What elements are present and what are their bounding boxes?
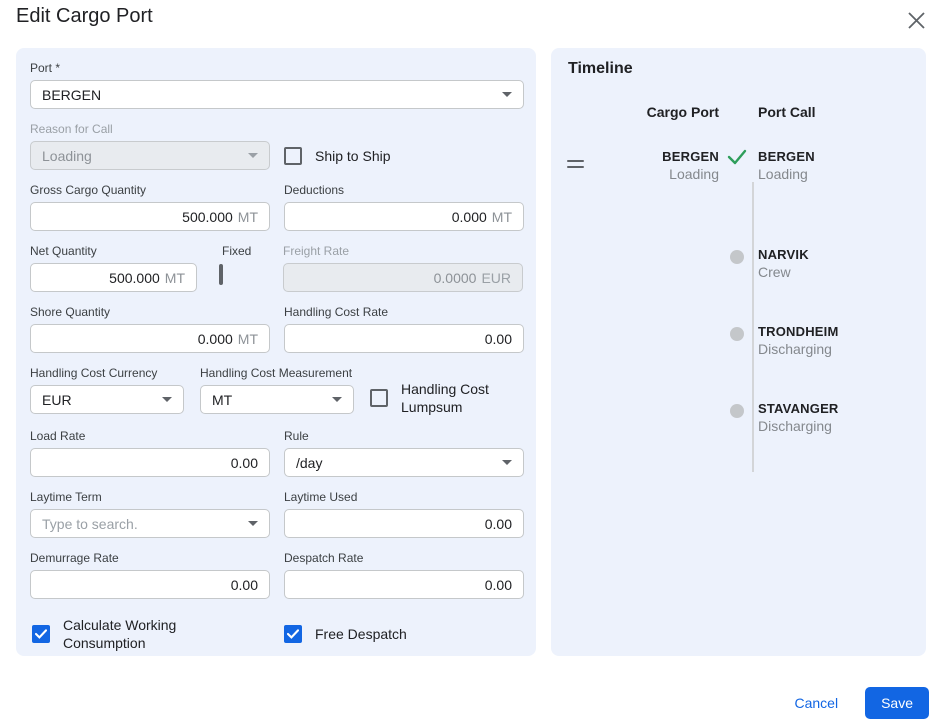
chevron-down-icon (162, 397, 172, 402)
timeline-column-cargo-port: Cargo Port (646, 104, 719, 120)
handling-cost-measurement-label: Handling Cost Measurement (200, 366, 353, 380)
port-value: BERGEN (42, 86, 102, 103)
load-rate-label: Load Rate (30, 429, 86, 443)
fixed-checkbox[interactable] (219, 264, 223, 285)
rule-select[interactable] (284, 448, 524, 477)
calculate-working-consumption-label: Calculate Working Consumption (63, 617, 177, 651)
freight-rate-label: Freight Rate (283, 244, 350, 258)
rule-value: /day (296, 454, 323, 471)
handling-cost-currency-value: EUR (42, 391, 72, 408)
fixed-label: Fixed (222, 244, 252, 258)
port-call-reason: Crew (758, 264, 791, 280)
port-call-name: BERGEN (758, 149, 815, 164)
gross-cargo-quantity-label: Gross Cargo Quantity (30, 183, 147, 197)
handling-cost-lumpsum-checkbox[interactable] (370, 389, 388, 407)
chevron-down-icon (248, 521, 258, 526)
shore-quantity-value: 0.000 (197, 330, 233, 347)
timeline-body (567, 120, 910, 560)
free-despatch-checkbox[interactable] (284, 625, 302, 643)
laytime-used-label: Laytime Used (284, 490, 358, 504)
ship-to-ship-checkbox[interactable] (284, 147, 302, 165)
gross-cargo-quantity-unit: MT (237, 208, 258, 225)
dialog-footer (792, 687, 929, 719)
despatch-rate-value: 0.00 (484, 576, 512, 593)
chevron-down-icon (502, 92, 512, 97)
timeline-panel (551, 48, 926, 656)
laytime-term-label: Laytime Term (30, 490, 102, 504)
check-icon (287, 629, 299, 639)
demurrage-rate-value: 0.00 (230, 576, 258, 593)
timeline-dot-icon (730, 327, 744, 341)
timeline-dot-icon (730, 404, 744, 418)
shore-quantity-input[interactable] (30, 324, 270, 353)
free-despatch-label: Free Despatch (315, 626, 407, 642)
deductions-value: 0.000 (451, 208, 487, 225)
despatch-rate-label: Despatch Rate (284, 551, 364, 565)
laytime-used-value: 0.00 (484, 515, 512, 532)
close-icon[interactable] (903, 7, 929, 33)
check-icon (35, 629, 47, 639)
handling-cost-rate-value: 0.00 (484, 330, 512, 347)
chevron-down-icon (502, 460, 512, 465)
timeline-title: Timeline (568, 60, 633, 77)
handling-cost-rate-input[interactable] (284, 324, 524, 353)
save-button[interactable]: Save (865, 687, 929, 719)
timeline-column-port-call: Port Call (758, 104, 816, 120)
freight-rate-unit: EUR (481, 269, 511, 286)
chevron-down-icon (248, 153, 258, 158)
timeline-row (567, 323, 910, 358)
timeline-row (567, 148, 910, 183)
load-rate-value: 0.00 (230, 454, 258, 471)
handling-cost-rate-label: Handling Cost Rate (284, 305, 389, 319)
laytime-term-placeholder: Type to search. (42, 515, 138, 532)
ship-to-ship-label: Ship to Ship (315, 147, 391, 164)
shore-quantity-label: Shore Quantity (30, 305, 111, 319)
reason-for-call-select (30, 141, 270, 170)
close-icon-glyph (908, 12, 925, 29)
handling-cost-currency-label: Handling Cost Currency (30, 366, 158, 380)
despatch-rate-input[interactable] (284, 570, 524, 599)
demurrage-rate-label: Demurrage Rate (30, 551, 119, 565)
chevron-down-icon (332, 397, 342, 402)
freight-rate-value: 0.0000 (433, 269, 477, 286)
deductions-unit: MT (491, 208, 512, 225)
port-select[interactable] (30, 80, 524, 109)
port-call-reason: Discharging (758, 418, 832, 434)
net-quantity-unit: MT (164, 269, 185, 286)
port-call-reason: Discharging (758, 341, 832, 357)
cargo-port-form-panel (16, 48, 536, 656)
gross-cargo-quantity-input[interactable] (30, 202, 270, 231)
handling-cost-lumpsum-label: Handling Cost Lumpsum (401, 381, 489, 415)
page-title: Edit Cargo Port (16, 5, 153, 27)
net-quantity-value: 500.000 (109, 269, 160, 286)
calculate-working-consumption-checkbox[interactable] (32, 625, 50, 643)
shore-quantity-unit: MT (237, 330, 258, 347)
port-label: Port * (30, 61, 61, 75)
handling-cost-measurement-value: MT (212, 391, 233, 408)
drag-handle-icon[interactable] (567, 148, 591, 183)
laytime-used-input[interactable] (284, 509, 524, 538)
cargo-port-reason: Loading (669, 166, 719, 182)
cargo-port-name: BERGEN (662, 149, 719, 164)
deductions-label: Deductions (284, 183, 345, 197)
reason-for-call-label: Reason for Call (30, 122, 113, 136)
laytime-term-select[interactable] (30, 509, 270, 538)
gross-cargo-quantity-value: 500.000 (182, 208, 233, 225)
check-icon (727, 149, 747, 165)
net-quantity-input[interactable] (30, 263, 197, 292)
cancel-button[interactable]: Cancel (792, 691, 840, 715)
freight-rate-input (283, 263, 523, 292)
rule-label: Rule (284, 429, 309, 443)
port-call-name: NARVIK (758, 247, 809, 262)
port-call-name: STAVANGER (758, 401, 839, 416)
port-call-reason: Loading (758, 166, 808, 182)
handling-cost-measurement-select[interactable] (200, 385, 354, 414)
port-call-name: TRONDHEIM (758, 324, 839, 339)
deductions-input[interactable] (284, 202, 524, 231)
demurrage-rate-input[interactable] (30, 570, 270, 599)
reason-for-call-value: Loading (42, 147, 92, 164)
timeline-dot-icon (730, 250, 744, 264)
load-rate-input[interactable] (30, 448, 270, 477)
handling-cost-currency-select[interactable] (30, 385, 184, 414)
timeline-row (567, 400, 910, 435)
timeline-row (567, 246, 910, 281)
net-quantity-label: Net Quantity (30, 244, 97, 258)
